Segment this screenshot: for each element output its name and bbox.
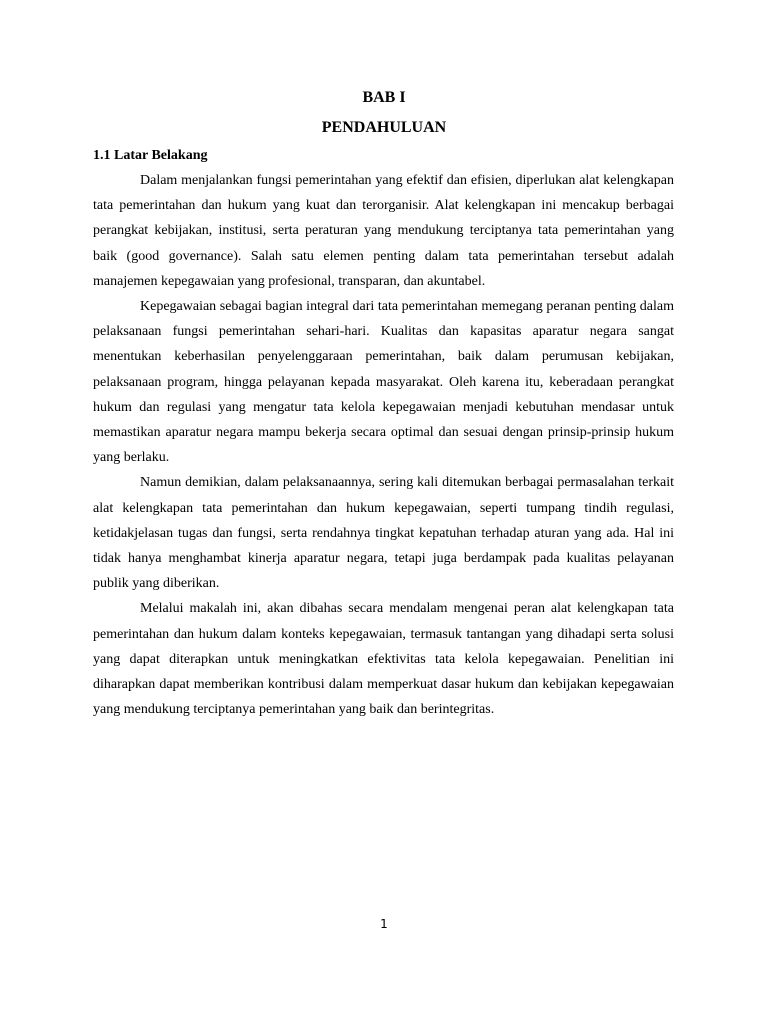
paragraph: Dalam menjalankan fungsi pemerintahan yang efektif dan efisien, diperlukan alat kelengkapan tata pemerintahan dan hukum yang kuat dan terorganisir. Alat kelengkapan ini mencakup berbagai perangkat kebijakan, institusi, serta peraturan yang mendukung terciptanya tata pemerintahan yang baik (good governance). Salah satu elemen penting dalam tata pemerintahan tersebut adalah manajemen kepegawaian yang profesional, transparan, dan akuntabel. <box>93 173 674 289</box>
paragraph: Kepegawaian sebagai bagian integral dari tata pemerintahan memegang peranan penting dalam pelaksanaan fungsi pemerintahan sehari-hari. Kualitas dan kapasitas aparatur negara sangat menentukan keberhasilan penyelenggaraan pemerintahan, baik dalam perumusan kebijakan, pelaksanaan program, hingga pelayanan kepada masyarakat. Oleh karena itu, keberadaan perangkat hukum dan regulasi yang mengatur tata kelola kepegawaian menjadi kebutuhan mendasar untuk memastikan aparatur negara mampu bekerja secara optimal dan sesuai dengan prinsip-prinsip hukum yang berlaku. <box>93 299 674 466</box>
body-text <box>93 168 674 722</box>
chapter-label: BAB I <box>362 89 406 106</box>
page-number: 1 <box>380 917 388 931</box>
paragraph: Melalui makalah ini, akan dibahas secara mendalam mengenai peran alat kelengkapan tata pemerintahan dan hukum dalam konteks kepegawaian, termasuk tantangan yang dihadapi serta solusi yang dapat diterapkan untuk meningkatkan efektivitas tata kelola kepegawaian. Penelitian ini diharapkan dapat memberikan kontribusi dalam memperkuat dasar hukum dan kebijakan kepegawaian yang mendukung terciptanya pemerintahan yang baik dan berintegritas. <box>93 601 674 718</box>
paragraph: Namun demikian, dalam pelaksanaannya, sering kali ditemukan berbagai permasalahan terkait alat kelengkapan tata pemerintahan dan hukum kepegawaian, seperti tumpang tindih regulasi, ketidakjelasan tugas dan fungsi, serta rendahnya tingkat kepatuhan terhadap aturan yang ada. Hal ini tidak hanya menghambat kinerja aparatur negara, tetapi juga berdampak pada kualitas pelayanan publik yang diberikan. <box>93 475 674 592</box>
section-heading: 1.1 Latar Belakang <box>93 148 208 163</box>
chapter-title: PENDAHULUAN <box>321 119 447 136</box>
